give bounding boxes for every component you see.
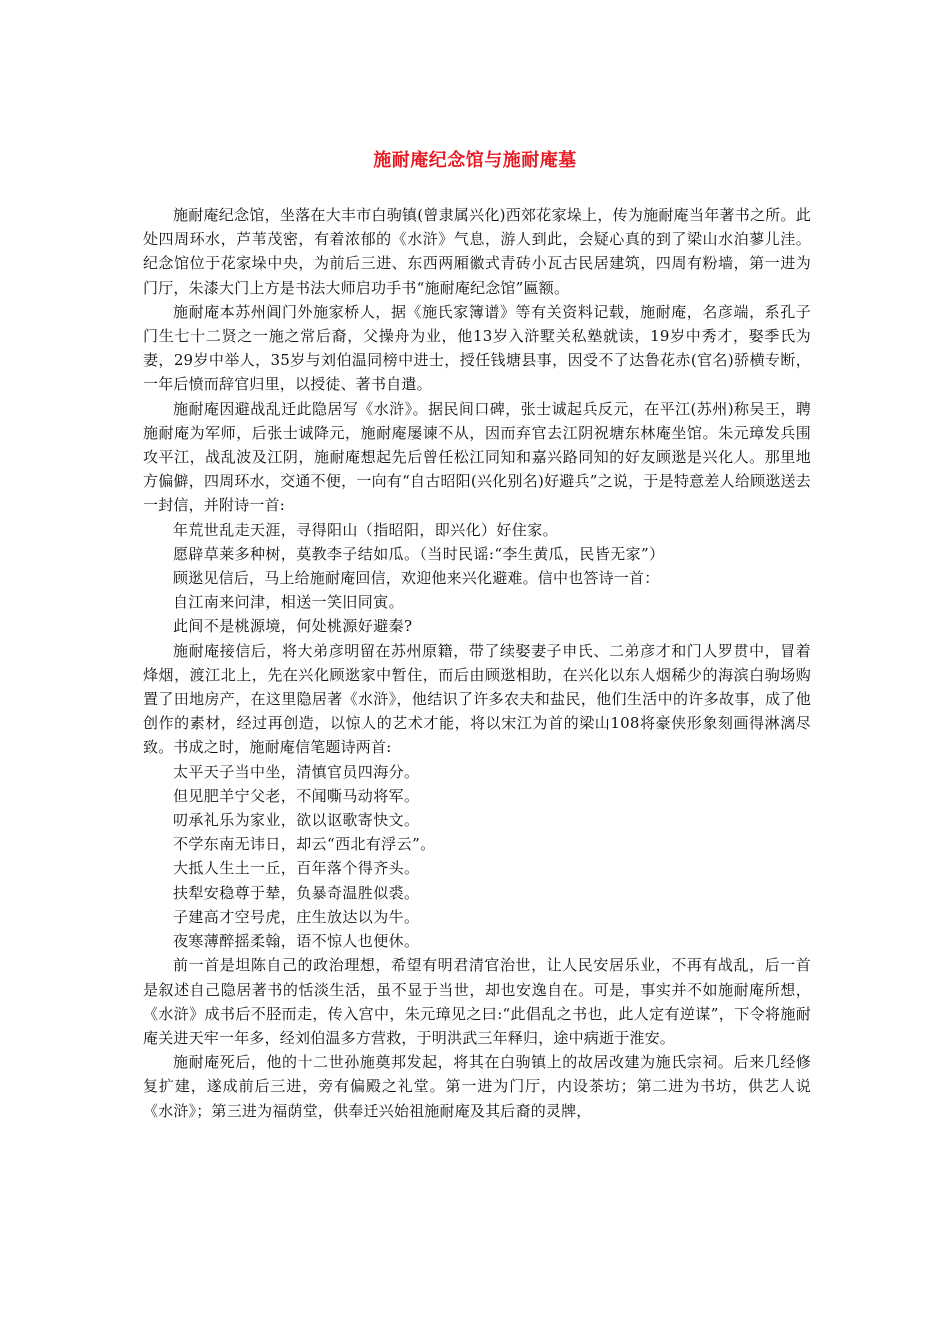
poem-line: 大抵人生土一丘，百年落个得齐头。	[173, 859, 420, 878]
paragraph-intro: 施耐庵纪念馆，坐落在大丰市白驹镇(曾隶属兴化)西郊花家垛上，传为施耐庵当年著书之所。此处四周环水，芦苇茂密，有着浓郁的《水浒》气息，游人到此，会疑心真的到了梁山水泊蓼儿洼。纪念馆位于花家垛中央，为前后三进、东西两厢徽式青砖小瓦古民居建筑，四周有粉墙，第一进为门厅，朱漆大门上方是书法大师启功手书“施耐庵纪念馆”匾额。	[143, 206, 811, 297]
poem-line: 此间不是桃源境，何处桃源好避秦?	[173, 617, 413, 636]
paragraph-refuge: 施耐庵因避战乱迁此隐居写《水浒》。据民间口碑，张士诚起兵反元，在平江(苏州)称吴王，聘施耐庵为军师，后张士诚降元，施耐庵屡谏不从，因而弃官去江阴祝塘东林庵坐馆。朱元璋发兵围攻平江，战乱波及江阴，施耐庵想起先后曾任松江同知和嘉兴路同知的好友顾逖是兴化人。那里地方偏僻，四周环水，交通不便，一向有“自古昭阳(兴化别名)好避兵”之说，于是特意差人给顾逖送去一封信，并附诗一首:	[143, 399, 811, 515]
poem-line: 自江南来问津，相送一笑旧同寅。	[173, 593, 405, 612]
poem-line: 不学东南无讳日，却云“西北有浮云”。	[173, 835, 436, 854]
paragraph-reply: 顾逖见信后，马上给施耐庵回信，欢迎他来兴化避难。信中也答诗一首：	[173, 569, 660, 588]
paragraph-memorial: 施耐庵死后，他的十二世孙施奠邦发起，将其在白驹镇上的故居改建为施氏宗祠。后来几经修复扩建，遂成前后三进，旁有偏殿之礼堂。第一进为门厅，内设茶坊；第二进为书坊，供艺人说《水浒》；第三进为福荫堂，供奉迁兴始祖施耐庵及其后裔的灵牌，	[143, 1053, 811, 1120]
paragraph-commentary: 前一首是坦陈自己的政治理想，希望有明君清官治世，让人民安居乐业，不再有战乱，后一首是叙述自己隐居著书的恬淡生活，虽不显于当世，却也安逸自在。可是，事实并不如施耐庵所想，《水浒》成书后不胫而走，传入宫中，朱元璋见之曰:“此倡乱之书也，此人定有逆谋”，下令将施耐庵关进天牢一年多，经刘伯温多方营救，于明洪武三年释归，途中病逝于淮安。	[143, 956, 811, 1047]
paragraph-biography: 施耐庵本苏州阊门外施家桥人，据《施氏家簿谱》等有关资料记载，施耐庵，名彦端，系孔子门生七十二贤之一施之常后裔，父操舟为业，他13岁入浒墅关私塾就读，19岁中秀才，娶季氏为妻，29岁中举人，35岁与刘伯温同榜中进士，授任钱塘县事，因受不了达鲁花赤(官名)骄横专断，一年后愤而辞官归里，以授徒、著书自遣。	[143, 302, 811, 394]
poem-line: 夜寒薄醉摇柔翰，语不惊人也便休。	[173, 932, 420, 951]
poem-line: 扶犁安稳尊于辇，负暴奇温胜似裘。	[173, 883, 420, 902]
poem-line: 太平天子当中坐，清慎官员四海分。	[173, 762, 420, 781]
document-title: 施耐庵纪念馆与施耐庵墓	[373, 150, 577, 171]
poem-line: 但见肥羊宁父老，不闻嘶马动将军。	[173, 786, 420, 805]
poem-line: 叨承礼乐为家业，欲以讴歌寄快文。	[173, 811, 420, 830]
paragraph-writing: 施耐庵接信后，将大弟彦明留在苏州原籍，带了续娶妻子申氏、二弟彦才和门人罗贯中，冒着烽烟，渡江北上，先在兴化顾逖家中暂住，而后由顾逖相助，在兴化以东人烟稀少的海滨白驹场购置了田地房产，在这里隐居著《水浒》，他结识了许多农夫和盐民，他们生活中的许多故事，成了他创作的素材，经过再创造，以惊人的艺术才能，将以宋江为首的梁山108将豪侠形象刻画得淋漓尽致。书成之时，施耐庵信笔题诗两首:	[143, 641, 811, 757]
poem-line: 子建高才空号虎，庄生放达以为牛。	[173, 907, 420, 926]
poem-line: 愿辟草莱多种树，莫教李子结如瓜。（当时民谣:“李生黄瓜，民皆无家”）	[173, 544, 665, 563]
poem-line: 年荒世乱走天涯，寻得阳山（指昭阳，即兴化）好住家。	[173, 520, 559, 539]
document-body	[143, 203, 811, 1123]
